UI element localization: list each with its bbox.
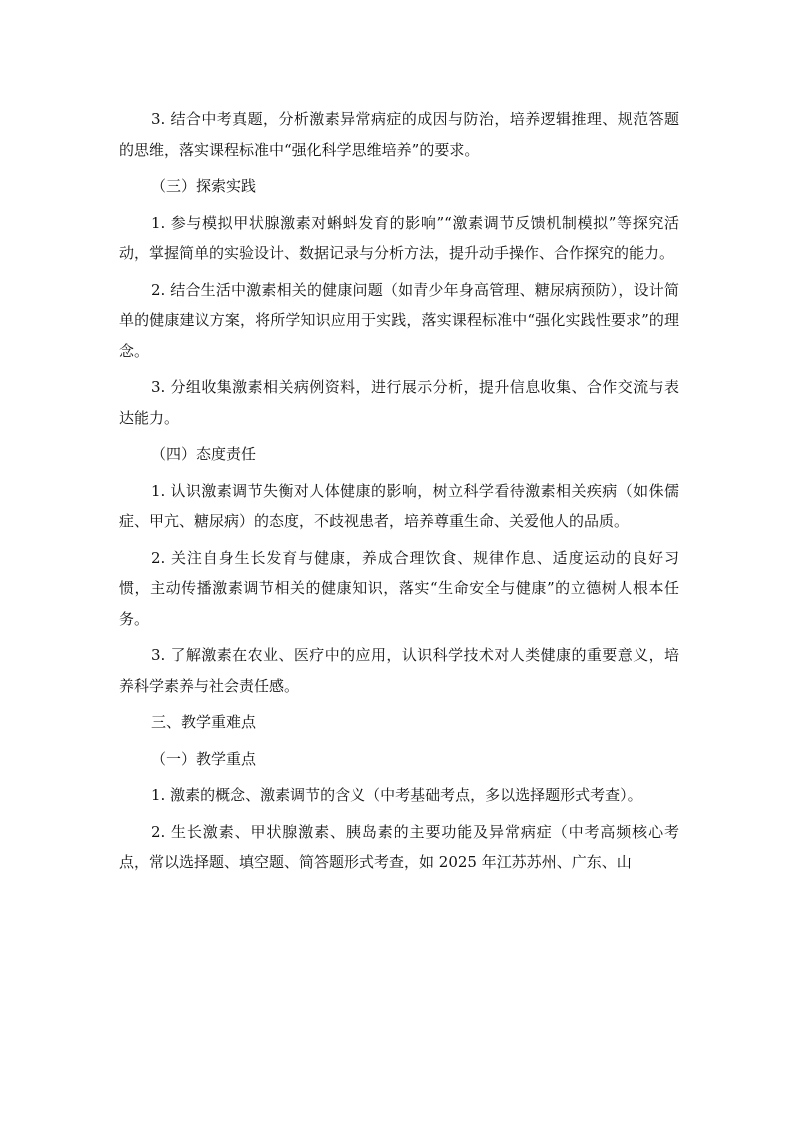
paragraph-respect-life: 1. 认识激素调节失衡对人体健康的影响，树立科学看待激素相关疾病（如侏儒症、甲亢、糖尿病）的态度，不歧视患者，培养尊重生命、关爱他人的品质。: [119, 481, 679, 530]
paragraph-case-collection: 3. 分组收集激素相关病例资料，进行展示分析，提升信息收集、合作交流与表达能力。: [119, 378, 679, 427]
heading-key-difficult-points: 三、教学重难点: [151, 713, 257, 731]
document-body: [119, 104, 679, 884]
heading-attitude-responsibility: （四）态度责任: [151, 445, 257, 463]
heading-teaching-focus: （一）教学重点: [151, 749, 257, 768]
heading-explore-practice: （三）探索实践: [151, 177, 257, 195]
paragraph-tech-application: 3. 了解激素在农业、医疗中的应用，认识科学技术对人类健康的重要意义，培养科学素养与社会责任感。: [119, 646, 679, 695]
paragraph-hormone-functions: 2. 生长激素、甲状腺激素、胰岛素的主要功能及异常病症（中考高频核心考点，常以选择题、填空题、简答题形式考查，如 2025 年江苏苏州、广东、山: [119, 822, 679, 871]
paragraph-health-plan: 2. 结合生活中激素相关的健康问题（如青少年身高管理、糖尿病预防），设计简单的健康建议方案，将所学知识应用于实践，落实课程标准中“强化实践性要求”的理念。: [119, 280, 679, 360]
paragraph-healthy-habits: 2. 关注自身生长发育与健康，养成合理饮食、规律作息、适度运动的良好习惯，主动传播激素调节相关的健康知识，落实“生命安全与健康”的立德树人根本任务。: [119, 548, 679, 628]
paragraph-experiment: 1. 参与模拟甲状腺激素对蝌蚪发育的影响”“激素调节反馈机制模拟”等探究活动，掌握简单的实验设计、数据记录与分析方法，提升动手操作、合作探究的能力。: [119, 213, 679, 262]
paragraph-hormone-concept: 1. 激素的概念、激素调节的含义（中考基础考点，多以选择题形式考查）。: [151, 786, 643, 804]
paragraph-science-thinking: 3. 结合中考真题，分析激素异常病症的成因与防治，培养逻辑推理、规范答题的思维，落实课程标准中“强化科学思维培养”的要求。: [119, 110, 679, 159]
